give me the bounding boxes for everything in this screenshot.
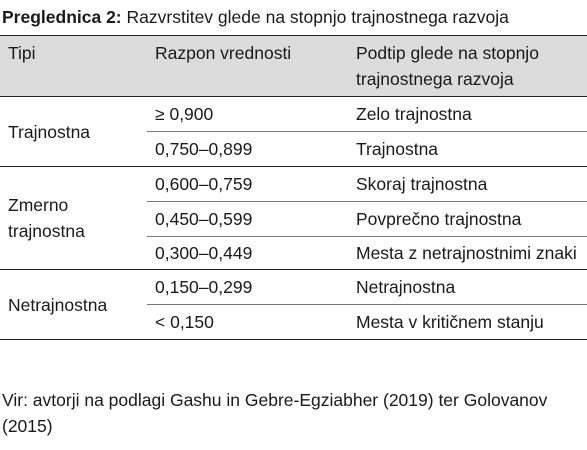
range-cell: 0,150–0,299 (147, 270, 345, 305)
range-cell: 0,300–0,449 (155, 243, 253, 263)
subtype-cell: Skoraj trajnostna (345, 167, 587, 202)
type-cell: Trajnostna (8, 121, 91, 142)
caption-text: Razvrstitev glede na stopnjo trajnostnega razvoja (126, 7, 509, 27)
range-cell: 0,750–0,899 (155, 139, 253, 159)
table-header-row (0, 36, 587, 97)
table-caption (2, 4, 509, 30)
header-subtype: Podtip glede na stopnjo trajnostnega razvoja (356, 43, 539, 89)
type-cell: Netrajnostna (8, 294, 108, 315)
subtype-cell: Zelo trajnostna (345, 97, 587, 132)
sustainability-table (0, 35, 587, 340)
range-cell: < 0,150 (155, 312, 214, 332)
source-note: Vir: avtorji na podlagi Gashu in Gebre-Egziabher (2019) ter Golovanov (2015) (2, 390, 548, 436)
range-cell: 0,600–0,759 (147, 167, 345, 202)
group-moderately-sustainable (0, 167, 587, 270)
caption-label: Preglednica 2: (2, 7, 122, 27)
table-row (0, 97, 587, 132)
header-types: Tipi (8, 43, 36, 63)
range-cell: 0,450–0,599 (147, 202, 345, 237)
type-cell: Zmerno trajnostna (8, 195, 85, 241)
group-sustainable (0, 97, 587, 167)
subtype-cell: Netrajnostna (345, 270, 587, 305)
subtype-cell: Trajnostna (356, 139, 439, 159)
group-unsustainable (0, 270, 587, 340)
subtype-cell: Mesta v kritičnem stanju (356, 312, 544, 332)
table-row (0, 167, 587, 202)
range-cell: ≥ 0,900 (147, 97, 345, 132)
table-row (0, 270, 587, 305)
subtype-cell: Povprečno trajnostna (345, 202, 587, 237)
subtype-cell: Mesta z netrajnostnimi znaki (356, 243, 577, 263)
header-value-range: Razpon vrednosti (155, 43, 292, 63)
